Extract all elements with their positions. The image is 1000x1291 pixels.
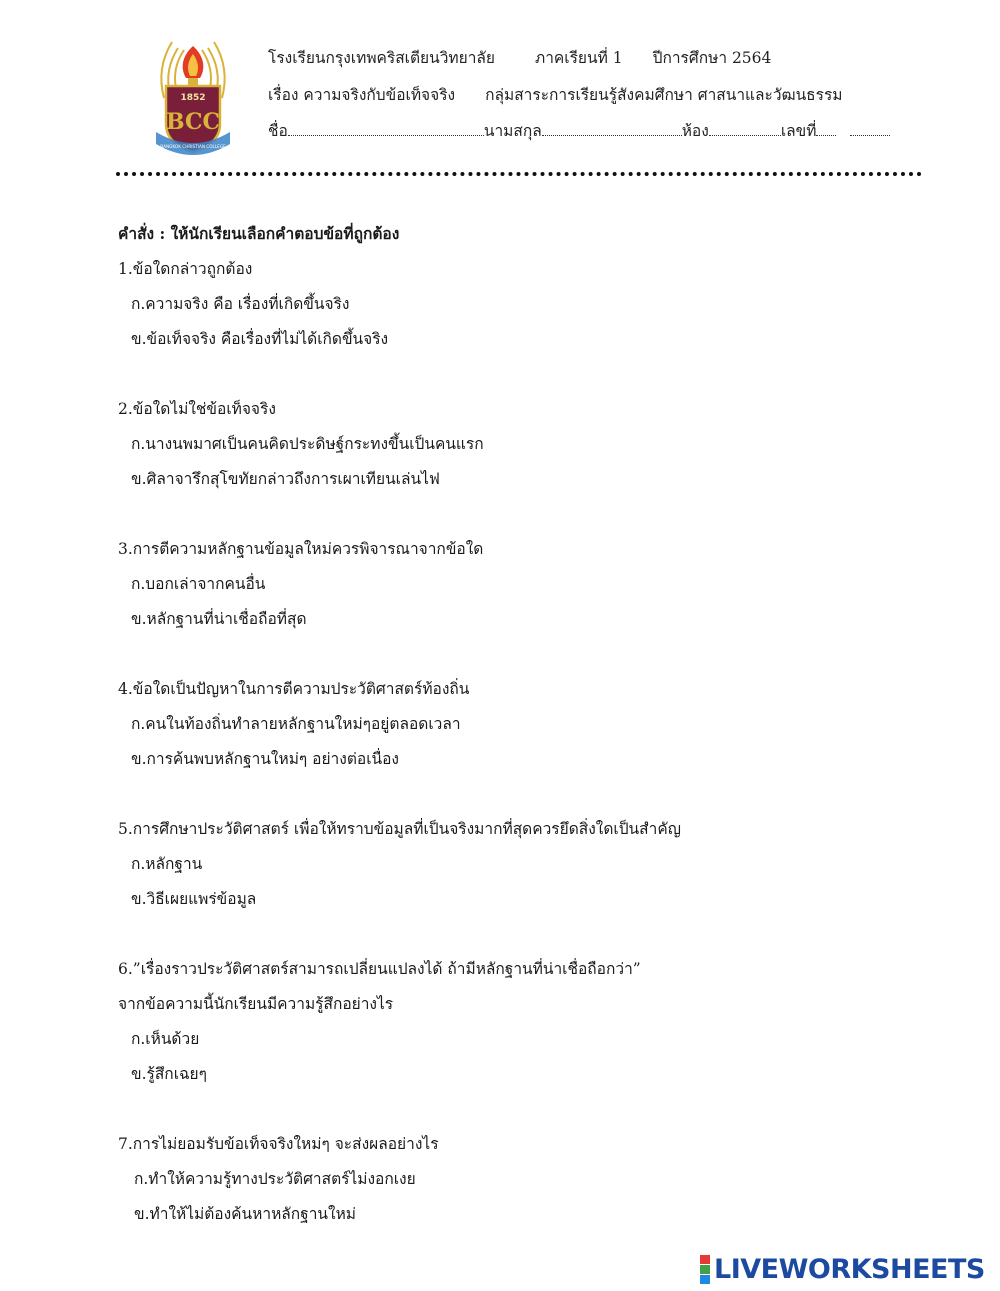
option-b[interactable]: ข.การค้นพบหลักฐานใหม่ๆ อย่างต่อเนื่อง <box>131 750 399 768</box>
question-text: 3.การตีความหลักฐานข้อมูลใหม่ควรพิจารณาจากข้อใด <box>118 540 484 558</box>
surname-field[interactable] <box>542 123 682 136</box>
academic-year: ปีการศึกษา 2564 <box>652 49 772 67</box>
question-5 <box>118 815 958 920</box>
logo-letters: BCC <box>165 109 221 135</box>
brand-block-green <box>700 1265 710 1274</box>
question-text: 4.ข้อใดเป็นปัญหาในการตีความประวัติศาสตร์ท้องถิ่น <box>118 680 470 698</box>
learning-area: กลุ่มสาระการเรียนรู้สังคมศึกษา ศาสนาและวัฒนธรรม <box>485 86 843 104</box>
question-text: 6.”เรื่องราวประวัติศาสตร์สามารถเปลี่ยนแปลงได้ ถ้ามีหลักฐานที่น่าเชื่อถือกว่า” <box>118 960 641 978</box>
logo-year: 1852 <box>180 93 206 103</box>
number-field-extra[interactable] <box>850 123 890 136</box>
header-line-2 <box>268 82 843 107</box>
subject-title: เรื่อง ความจริงกับข้อเท็จจริง <box>268 86 456 104</box>
brand-text: LIVEWORKSHEETS <box>714 1253 985 1285</box>
option-b[interactable]: ข.หลักฐานที่น่าเชื่อถือที่สุด <box>131 610 307 628</box>
school-name: โรงเรียนกรุงเทพคริสเตียนวิทยาลัย <box>268 49 496 67</box>
question-2 <box>118 395 958 500</box>
school-logo <box>150 28 236 164</box>
surname-label: นามสกุล <box>483 122 542 140</box>
option-b[interactable]: ข.ศิลาจารึกสุโขทัยกล่าวถึงการเผาเทียนเล่นไฟ <box>131 470 440 488</box>
question-6 <box>118 955 958 1095</box>
option-a[interactable]: ก.เห็นด้วย <box>131 1030 200 1048</box>
question-1 <box>118 255 958 360</box>
name-field[interactable] <box>288 123 484 136</box>
option-a[interactable]: ก.นางนพมาศเป็นคนคิดประดิษฐ์กระทงขึ้นเป็นคนแรก <box>131 435 484 453</box>
brand-block-blue <box>700 1275 710 1284</box>
option-a[interactable]: ก.บอกเล่าจากคนอื่น <box>131 575 266 593</box>
question-text: 7.การไม่ยอมรับข้อเท็จจริงใหม่ๆ จะส่งผลอย่างไร <box>118 1135 439 1153</box>
question-text: 5.การศึกษาประวัติศาสตร์ เพื่อให้ทราบข้อมูลที่เป็นจริงมากที่สุดควรยึดสิ่งใดเป็นสำคัญ <box>118 820 681 838</box>
option-b[interactable]: ข.วิธีเผยแพร่ข้อมูล <box>131 890 257 908</box>
option-a[interactable]: ก.หลักฐาน <box>131 855 203 873</box>
question-text: 2.ข้อใดไม่ใช่ข้อเท็จจริง <box>118 400 276 418</box>
room-label: ห้อง <box>681 122 709 140</box>
liveworksheets-brand <box>700 1252 985 1286</box>
header-divider <box>116 172 922 176</box>
student-info-line <box>268 118 890 143</box>
instruction: คำสั่ง : ให้นักเรียนเลือกคำตอบข้อที่ถูกต้อง <box>118 224 400 243</box>
question-text: 1.ข้อใดกล่าวถูกต้อง <box>118 260 253 278</box>
name-label: ชื่อ <box>268 122 288 140</box>
option-a[interactable]: ก.ทำให้ความรู้ทางประวัติศาสตร์ไม่งอกเงย <box>134 1170 416 1188</box>
option-b[interactable]: ข.ทำให้ไม่ต้องค้นหาหลักฐานใหม่ <box>134 1205 357 1223</box>
question-text-continued: จากข้อความนี้นักเรียนมีความรู้สึกอย่างไร <box>118 995 394 1013</box>
number-label: เลขที่ <box>780 122 817 140</box>
worksheet-body <box>118 220 958 1270</box>
brand-block-red <box>700 1255 710 1264</box>
option-a[interactable]: ก.คนในท้องถิ่นทำลายหลักฐานใหม่ๆอยู่ตลอดเวลา <box>131 715 461 733</box>
question-7 <box>118 1130 958 1235</box>
question-3 <box>118 535 958 640</box>
logo-motto: BANGKOK CHRISTIAN COLLEGE <box>160 144 226 149</box>
semester: ภาคเรียนที่ 1 <box>535 49 623 67</box>
option-a[interactable]: ก.ความจริง คือ เรื่องที่เกิดขึ้นจริง <box>131 295 350 313</box>
question-4 <box>118 675 958 780</box>
option-b[interactable]: ข.ข้อเท็จจริง คือเรื่องที่ไม่ได้เกิดขึ้นจริง <box>131 330 389 348</box>
room-field[interactable] <box>709 123 781 136</box>
brand-logo-icon <box>700 1255 710 1284</box>
header-line-1 <box>268 45 771 70</box>
option-b[interactable]: ข.รู้สึกเฉยๆ <box>131 1065 207 1083</box>
number-field[interactable] <box>816 123 836 136</box>
